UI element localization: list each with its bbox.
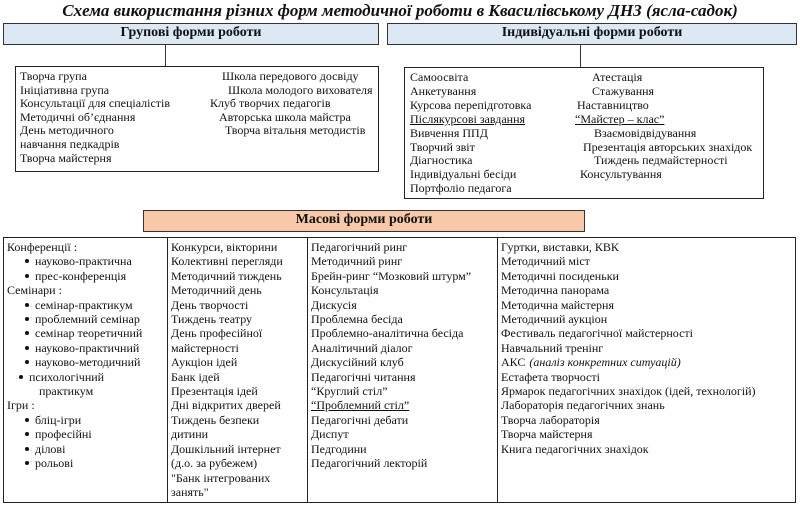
list-item: Методичні посиденьки [501,268,619,283]
list-item: ділові [19,442,164,456]
list-item: Ініціативна група [20,82,110,97]
list-item: науково-практичний [19,341,164,355]
list-item-note: (аналіз конкретних ситуацій) [529,355,681,370]
mass-forms-header: Масові форми роботи [143,210,585,232]
list-item: Атестація [592,70,643,84]
list-item: Проблемна бесіда [311,312,403,327]
list-item: Наставництво [577,97,649,112]
list-item: майстерності [171,340,239,355]
list-item: Методична панорама [501,283,610,298]
list-item: Банк ідей [171,369,220,384]
individual-left-list [410,71,531,196]
list-item: Дискусійний клуб [311,355,404,370]
list-item: Методичний аукціон [501,312,608,327]
list-item: Аналітичний діалог [311,340,413,355]
list-item: Методичний міст [501,254,590,269]
list-item: "Банк інтегрованих [171,470,271,485]
list-item: “Круглий стіл” [311,384,388,399]
list-item: Аукціон ідей [171,355,238,370]
list-item: Вивчення ППД [410,125,488,140]
list-item: Методична майстерня [501,297,614,312]
list-item: Творчий звіт [410,139,475,154]
list-item: Клуб творчих педагогів [210,96,331,111]
conferences-label: Конференції : [7,240,78,254]
list-item: семінар-практикум [19,298,164,312]
list-item: Післякурсові завдання [410,111,526,126]
list-item: науково-практична [19,254,164,268]
individual-forms-box [404,67,764,199]
list-item: Анкетування [410,83,477,98]
list-item: Педгодини [311,441,367,456]
list-item: Гуртки, виставки, КВК [501,240,619,254]
list-item: Творча лабораторія [501,412,600,427]
list-item: навчання педкадрів [20,136,120,151]
list-item: Школа молодого вихователя [228,82,373,97]
list-item: Творча група [20,69,87,83]
list-item: Брейн-ринг “Мозковий штурм” [311,268,472,283]
list-item: Портфоліо педагога [410,181,512,196]
list-item: (д.о. за рубежем) [171,456,258,471]
list-item: Педагогічні дебати [311,412,409,427]
group-right-list [206,70,373,138]
list-item: Дні відкритих дверей [171,398,281,413]
list-item: Тиждень театру [171,312,253,327]
list-item: Методичний день [171,283,262,298]
list-item: День професійної [171,326,263,341]
list-item: “Проблемний стіл” [311,398,410,413]
list-item: “Майстер – клас” [575,111,665,126]
individual-right-list [575,71,752,182]
list-item: Конкурси, вікторини [171,240,278,254]
list-item: Колективні перегляди [171,254,283,269]
mass-col-contests [168,238,308,502]
list-item: Творча майстерня [501,427,593,442]
list-item: Фестиваль педагогічної майстерності [501,326,693,341]
list-item: Педагогічний лекторій [311,456,428,471]
individual-forms-header: Індивідуальні форми роботи [387,23,797,45]
list-item: Книга педагогічних знахідок [501,441,649,456]
list-item: Ярмарок педагогічних знахідок (ідей, технологій) [501,384,756,399]
list-item: Естафета творчості [501,369,600,384]
list-item: прес-конференція [19,269,164,283]
list-item: Консультація [311,283,379,298]
list-item: Методичний тиждень [171,268,282,283]
group-forms-header: Групові форми роботи [3,23,379,45]
list-item: Стажування [592,83,655,98]
list-item: Презентація ідей [171,384,258,399]
mass-col-conferences [4,238,168,502]
games-label: Ігри : [7,398,35,413]
list-item: Взаємовідвідування [594,125,697,140]
list-item: психологічний [13,370,164,384]
group-connector [165,45,166,67]
list-item: Диспут [311,427,349,442]
mass-col-discussions [308,238,498,502]
list-item: Педагогічний ринг [311,240,408,254]
list-item: Авторська школа майстра [219,109,351,124]
list-item: Навчальний тренінг [501,340,604,355]
list-item: День методичного [20,123,114,138]
list-item: День творчості [171,297,249,312]
list-item: рольові [19,456,164,470]
list-item: Педагогічні читання [311,369,416,384]
list-item: Школа передового досвіду [222,69,359,83]
list-item: Методичний ринг [311,254,403,269]
list-item: дитини [171,427,209,442]
group-forms-box [15,66,379,172]
seminars-label: Семінари : [7,283,62,298]
list-item: Дошкільний інтернет [171,441,281,456]
list-item: проблемний семінар [19,312,164,326]
mass-col-workshops [498,238,795,502]
list-item: занять" [171,484,209,499]
list-item: професійні [19,427,164,441]
individual-connector [580,45,581,68]
list-item: Консультування [580,167,662,182]
list-item: Творча майстерня [20,150,112,165]
list-item: Самоосвіта [410,70,469,84]
list-item: Курсова перепідготовка [410,97,532,112]
list-item-continued: практикум [39,384,94,399]
list-item: Презентація авторських знахідок [583,139,753,154]
list-item: семінар теоретичний [19,326,164,340]
list-item: Консультації для спеціалістів [20,96,171,111]
list-item: Методичні об’єднання [20,109,136,124]
list-item: Діагностика [410,153,473,168]
diagram-title: Схема використання різних форм методичної роботи в Квасилівському ДНЗ (ясла-садок) [62,1,738,20]
list-item: Індивідуальні бесіди [410,167,517,182]
group-left-list [20,70,170,165]
list-item: науково-методичний [19,355,164,369]
list-item: Тиждень безпеки [171,412,260,427]
list-item: бліц-ігри [19,413,164,427]
list-item-label: АКС [501,355,526,370]
list-item: Дискусія [311,297,357,312]
list-item [501,355,792,369]
list-item: Творча вітальня методистів [225,123,366,138]
list-item: Тиждень педмайстерності [594,153,728,168]
list-item: Проблемно-аналітична бесіда [311,326,464,341]
list-item: Лабораторія педагогічних знань [501,398,665,413]
mass-forms-table [3,237,796,503]
